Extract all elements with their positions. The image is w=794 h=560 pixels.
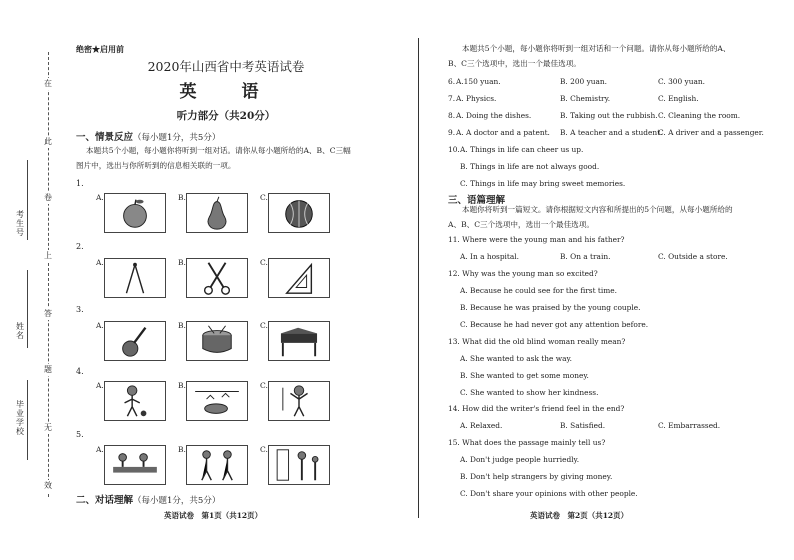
question-13-option-c[interactable]: C. She wanted to show her kindness. — [460, 388, 599, 397]
question-14-option-b[interactable]: B. Satisfied. — [560, 421, 606, 430]
margin-char: 效 — [41, 480, 55, 492]
question-7-option-a[interactable]: A. Physics. — [456, 94, 497, 103]
scissors-icon — [187, 259, 247, 297]
question-11-option-c[interactable]: C. Outside a store. — [658, 252, 728, 261]
question-7-option-c[interactable]: C. English. — [658, 94, 699, 103]
field-line-candidate-number[interactable] — [27, 160, 28, 240]
question-2-option-c-image[interactable] — [268, 258, 330, 298]
margin-char: 此 — [41, 136, 55, 148]
option-letter: C. — [260, 258, 268, 267]
question-9-option-b[interactable]: B. A teacher and a student. — [560, 128, 663, 137]
question-2-option-a-image[interactable] — [104, 258, 166, 298]
right-page — [448, 42, 770, 512]
option-letter: A. — [96, 193, 104, 202]
question-14-option-a[interactable]: A. Relaxed. — [460, 421, 503, 430]
family-door-icon — [269, 446, 329, 484]
question-4-option-a-image[interactable] — [104, 381, 166, 421]
margin-char: 上 — [41, 250, 55, 262]
question-11-stem: 11. Where were the young man and his father? — [448, 235, 625, 244]
question-15-stem: 15. What does the passage mainly tell us? — [448, 438, 606, 447]
question-number: 2. — [76, 242, 84, 251]
question-9-option-a[interactable]: A. A doctor and a patent. — [456, 128, 550, 137]
question-15-option-c[interactable]: C. Don't share your opinions with other people. — [460, 489, 638, 498]
option-letter: B. — [178, 193, 186, 202]
margin-char: 无 — [41, 422, 55, 434]
question-10-option-b[interactable]: B. Things in life are not always good. — [460, 162, 600, 171]
margin-char: 在 — [41, 78, 55, 90]
question-10-option-c[interactable]: C. Things in life may bring sweet memories. — [460, 179, 626, 188]
question-9-option-c[interactable]: C. A driver and a passenger. — [658, 128, 764, 137]
section-1-heading — [76, 129, 220, 143]
section-2-hint: （每小题1分，共5分） — [133, 496, 221, 506]
question-7-option-b[interactable]: B. Chemistry. — [560, 94, 611, 103]
question-12-option-b[interactable]: B. Because he was praised by the young couple. — [460, 303, 641, 312]
question-number: 3. — [76, 305, 84, 314]
question-8-option-a[interactable]: A. Doing the dishes. — [456, 111, 532, 120]
option-letter: A. — [96, 445, 104, 454]
option-letter: C. — [260, 193, 268, 202]
set-square-icon — [269, 259, 329, 297]
section-1-instruction-line-1: 本题共5个小题，每小题你将听到一组对话。请你从每小题所给的A、B、C三幅 — [86, 146, 351, 155]
section-1-instruction-line-2: 图片中，选出与你所听到的信息相关联的一项。 — [76, 161, 236, 170]
page-divider — [418, 38, 419, 518]
section-2-instruction-line-1: 本题共5个小题，每小题你将听到一组对话和一个问题。请你从每小题所给的A、 — [462, 44, 731, 53]
question-6-option-b[interactable]: B. 200 yuan. — [560, 77, 608, 86]
option-letter: B. — [178, 321, 186, 330]
margin-char: 卷 — [41, 192, 55, 204]
section-1-title: 一、情景反应 — [76, 132, 134, 143]
question-8-option-c[interactable]: C. Cleaning the room. — [658, 111, 741, 120]
question-9-number: 9. — [448, 128, 456, 137]
child-basketball-icon — [269, 382, 329, 420]
question-14-option-c[interactable]: C. Embarrassed. — [658, 421, 721, 430]
field-line-name[interactable] — [27, 270, 28, 348]
section-2-title: 二、对话理解 — [76, 495, 134, 506]
question-8-option-b[interactable]: B. Taking out the rubbish. — [560, 111, 658, 120]
subject-title: 英 语 — [179, 82, 273, 102]
exam-title: 2020年山西省中考英语试卷 — [147, 59, 305, 74]
option-letter: C. — [260, 381, 268, 390]
question-6-option-a[interactable]: A.150 yuan. — [456, 77, 501, 86]
option-letter: A. — [96, 321, 104, 330]
people-walking-icon — [187, 446, 247, 484]
field-label-name: 姓名 — [16, 322, 24, 340]
option-letter: B. — [178, 258, 186, 267]
question-number: 5. — [76, 430, 84, 439]
option-letter: A. — [96, 381, 104, 390]
question-12-stem: 12. Why was the young man so excited? — [448, 269, 598, 278]
page-2-footer: 英语试卷 第2页（共12页） — [530, 511, 629, 520]
question-13-stem: 13. What did the old blind woman really mean? — [448, 337, 626, 346]
question-4-option-b-image[interactable] — [186, 381, 248, 421]
section-3-instruction-line-1: 本题你将听到一篇短文。请你根据短文内容和所提出的5个问题，从每小题所给的 — [462, 205, 733, 214]
option-letter: C. — [260, 321, 268, 330]
question-5-option-b-image[interactable] — [186, 445, 248, 485]
question-3-option-c-image[interactable] — [268, 321, 330, 361]
left-page — [76, 42, 396, 512]
question-1-option-c-image[interactable] — [268, 193, 330, 233]
question-5-option-a-image[interactable] — [104, 445, 166, 485]
question-15-option-b[interactable]: B. Don't help strangers by giving money. — [460, 472, 613, 481]
pear-icon — [187, 194, 247, 232]
office-scene-icon — [105, 446, 165, 484]
question-6-number: 6. — [448, 77, 456, 86]
compass-icon — [105, 259, 165, 297]
drum-icon — [187, 322, 247, 360]
field-label-school: 毕业学校 — [16, 400, 24, 436]
margin-char: 答 — [41, 308, 55, 320]
question-8-number: 8. — [448, 111, 456, 120]
field-label-candidate-number: 考生号 — [16, 210, 24, 237]
question-4-option-c-image[interactable] — [268, 381, 330, 421]
question-number: 4. — [76, 367, 84, 376]
guitar-icon — [105, 322, 165, 360]
apple-icon — [105, 194, 165, 232]
option-letter: C. — [260, 445, 268, 454]
section-3-instruction-line-2: A、B、C三个选项中，选出一个最佳选项。 — [448, 220, 594, 229]
question-12-option-c[interactable]: C. Because he had never got any attention before. — [460, 320, 649, 329]
bird-nest-icon — [187, 382, 247, 420]
question-13-option-b[interactable]: B. She wanted to get some money. — [460, 371, 589, 380]
question-2-option-b-image[interactable] — [186, 258, 248, 298]
option-letter: B. — [178, 381, 186, 390]
piano-icon — [269, 322, 329, 360]
question-12-option-a[interactable]: A. Because he could see for the first time. — [460, 286, 617, 295]
section-2-heading — [76, 492, 220, 506]
question-1-option-a-image[interactable] — [104, 193, 166, 233]
question-5-option-c-image[interactable] — [268, 445, 330, 485]
question-14-stem: 14. How did the writer's friend feel in the end? — [448, 404, 625, 413]
section-1-hint: （每小题1分，共5分） — [133, 133, 221, 143]
watermelon-icon — [269, 194, 329, 232]
field-line-school[interactable] — [27, 380, 28, 460]
question-10-option-a[interactable]: A. Things in life can cheer us up. — [460, 145, 584, 154]
option-letter: B. — [178, 445, 186, 454]
question-6-option-c[interactable]: C. 300 yuan. — [658, 77, 705, 86]
section-3-heading: 三、语篇理解 — [448, 195, 506, 206]
question-11-option-b[interactable]: B. On a train. — [560, 252, 611, 261]
question-number: 1. — [76, 179, 84, 188]
question-15-option-a[interactable]: A. Don't judge people hurriedly. — [460, 455, 580, 464]
question-11-option-a[interactable]: A. In a hospital. — [460, 252, 520, 261]
part-title: 听力部分（共20分） — [176, 110, 276, 122]
question-3-option-b-image[interactable] — [186, 321, 248, 361]
section-2-instruction-line-2: B、C三个选项中，选出一个最佳选项。 — [448, 59, 581, 68]
question-7-number: 7. — [448, 94, 456, 103]
child-ball-icon — [105, 382, 165, 420]
margin-char: 题 — [41, 364, 55, 376]
page-1-footer: 英语试卷 第1页（共12页） — [164, 511, 263, 520]
question-13-option-a[interactable]: A. She wanted to ask the way. — [460, 354, 573, 363]
option-letter: A. — [96, 258, 104, 267]
question-1-option-b-image[interactable] — [186, 193, 248, 233]
question-3-option-a-image[interactable] — [104, 321, 166, 361]
question-10-number: 10. — [448, 145, 460, 154]
secret-label: 绝密★启用前 — [76, 44, 124, 54]
